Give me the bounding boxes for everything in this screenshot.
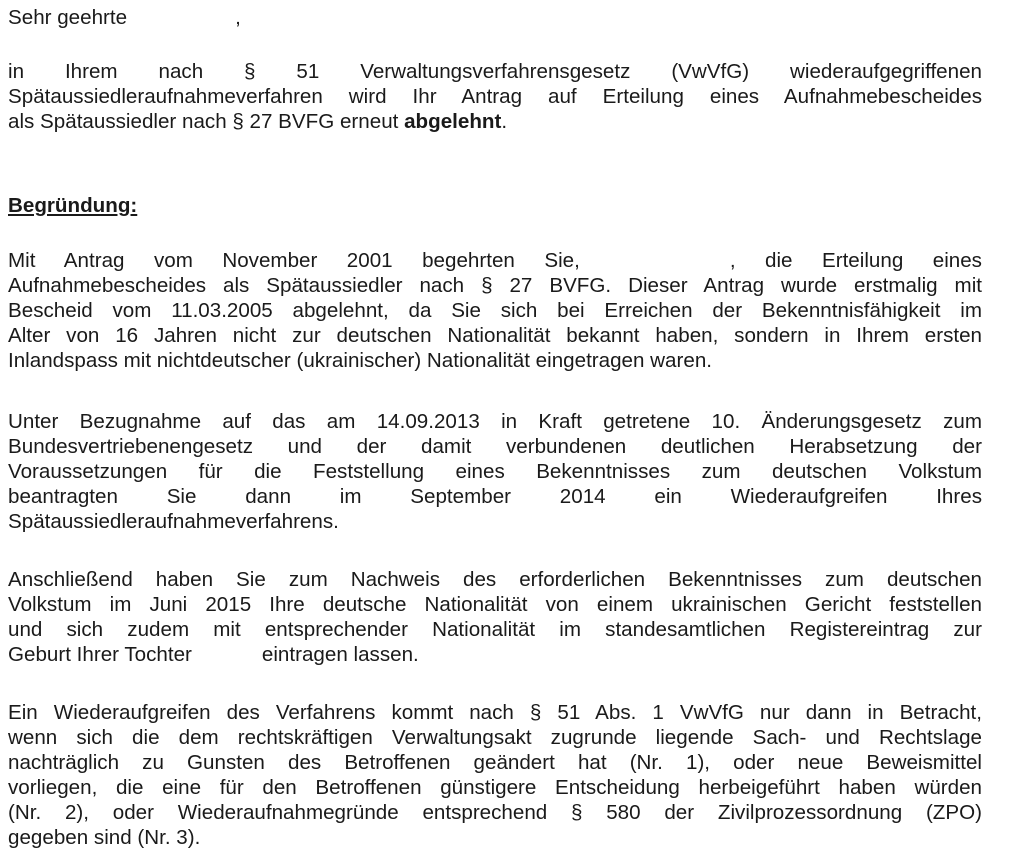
paragraph-line: beantragten Sie dann im September 2014 ein Wiederaufgreifen Ihres (8, 485, 982, 508)
paragraph-line: nachträglich zu Gunsten des Betroffenen geändert hat (Nr. 1), oder neue Beweismittel (8, 751, 982, 774)
section-heading: Begründung: (8, 194, 138, 217)
paragraph-application-history (8, 248, 982, 373)
paragraph-line: gegeben sind (Nr. 3). (8, 826, 201, 849)
salutation (8, 5, 241, 30)
decision-verdict: abgelehnt (404, 110, 502, 133)
paragraph-line: Spätaussiedleraufnahmeverfahrens. (8, 510, 339, 533)
paragraph-line: Voraussetzungen für die Feststellung eines Bekenntnisses zum deutschen Volkstum (8, 460, 982, 483)
paragraph-text: Geburt Ihrer Tochter (8, 643, 192, 666)
paragraph-line: Alter von 16 Jahren nicht zur deutschen Nationalität bekannt haben, sondern in Ihrem ersten (8, 324, 982, 347)
paragraph-line: Unter Bezugnahme auf das am 14.09.2013 in Kraft getretene 10. Änderungsgesetz zum (8, 410, 982, 433)
decision-line: in Ihrem nach § 51 Verwaltungsverfahrensgesetz (VwVfG) wiederaufgegriffenen (8, 60, 982, 83)
paragraph-line: (Nr. 2), oder Wiederaufnahmegründe entsprechend § 580 der Zivilprozessordnung (ZPO) (8, 801, 982, 824)
paragraph-reopening-request (8, 409, 982, 534)
paragraph-legal-basis (8, 700, 982, 850)
paragraph-line: Volkstum im Juni 2015 Ihre deutsche Nationalität von einem ukrainischen Gericht feststellen (8, 593, 982, 616)
salutation-text: Sehr geehrte (8, 6, 128, 29)
decision-line: Spätaussiedleraufnahmeverfahren wird Ihr Antrag auf Erteilung eines Aufnahmebescheides (8, 85, 982, 108)
paragraph-line: vorliegen, die eine für den Betroffenen günstigere Entscheidung herbeigeführt haben würden (8, 776, 982, 799)
paragraph-line (8, 642, 982, 667)
paragraph-text: eintragen lassen. (261, 643, 419, 666)
paragraph-line: Inlandspass mit nichtdeutscher (ukrainischer) Nationalität eingetragen waren. (8, 349, 712, 372)
paragraph-line: Anschließend haben Sie zum Nachweis des erforderlichen Bekenntnisses zum deutschen (8, 568, 982, 591)
paragraph-text: Mit Antrag vom November 2001 begehrten Sie, (8, 249, 580, 272)
paragraph-line: Aufnahmebescheides als Spätaussiedler nach § 27 BVFG. Dieser Antrag wurde erstmalig mit (8, 274, 982, 297)
decision-paragraph (8, 59, 982, 134)
paragraph-line: Bundesvertriebenengesetz und der damit verbundenen deutlichen Herabsetzung der (8, 435, 982, 458)
paragraph-line (8, 248, 982, 273)
paragraph-line: Bescheid vom 11.03.2005 abgelehnt, da Sie sich bei Erreichen der Bekenntnisfähigkeit im (8, 299, 982, 322)
decision-line (8, 109, 982, 134)
salutation-comma: , (235, 6, 241, 29)
decision-period: . (501, 110, 508, 133)
paragraph-nationality-evidence (8, 567, 982, 667)
decision-text: als Spätaussiedler nach § 27 BVFG erneut (8, 110, 405, 133)
paragraph-line: und sich zudem mit entsprechender Nationalität im standesamtlichen Registereintrag zur (8, 618, 982, 641)
paragraph-text: , die Erteilung eines (729, 249, 982, 272)
paragraph-line: wenn sich die dem rechtskräftigen Verwaltungsakt zugrunde liegende Sach- und Rechtslage (8, 726, 982, 749)
paragraph-line: Ein Wiederaufgreifen des Verfahrens kommt nach § 51 Abs. 1 VwVfG nur dann in Betracht, (8, 701, 982, 724)
